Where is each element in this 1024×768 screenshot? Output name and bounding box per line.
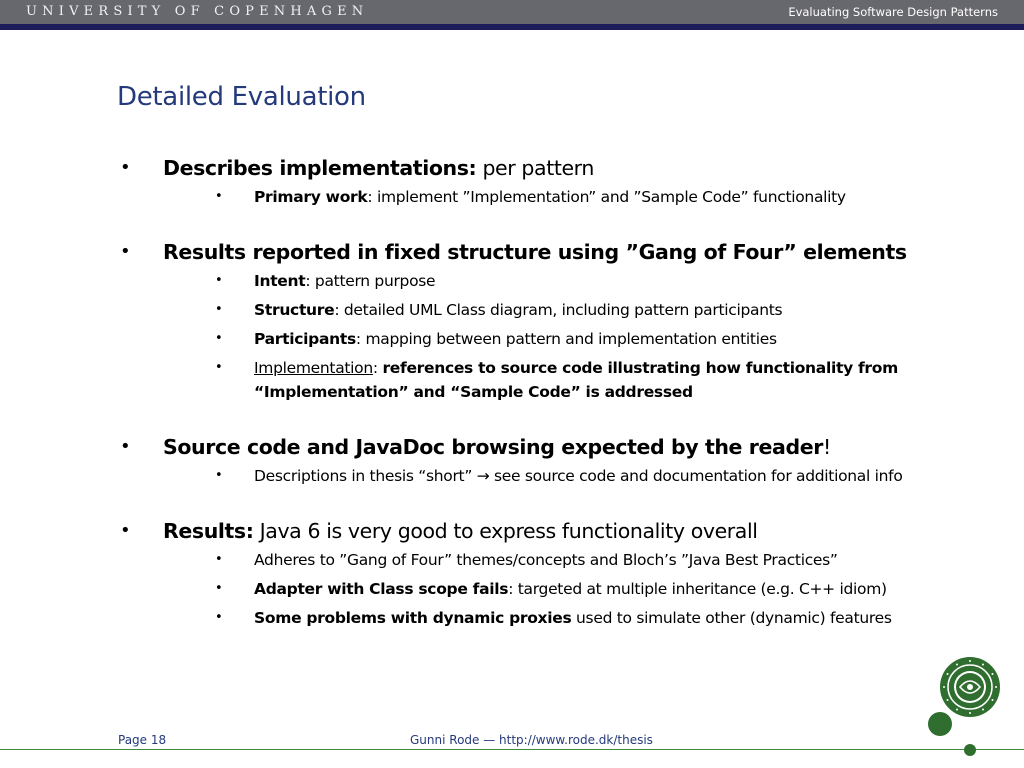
sub-list: [163, 548, 1017, 630]
bullet-item: [117, 432, 1017, 488]
sub-bullet-bold-text: Adapter with Class scope fails: [254, 580, 509, 598]
sub-bullet-text: : implement ”Implementation” and ”Sample Code” functionality: [367, 188, 846, 206]
sub-list: [163, 464, 1017, 488]
sub-bullet-item: [163, 464, 1017, 488]
bullet-bold-text: Describes implementations:: [163, 156, 477, 180]
bullet-group: [117, 237, 1017, 404]
bullet-text: per pattern: [476, 156, 594, 180]
sub-bullet-text: : detailed UML Class diagram, including pattern participants: [334, 301, 783, 319]
sub-bullet-wrap: [254, 356, 994, 404]
bullet-text: Java 6 is very good to express functionality overall: [253, 519, 758, 543]
sub-bullet-text: Adheres to ”Gang of Four” themes/concepts and Bloch’s ”Java Best Practices”: [254, 551, 838, 569]
sub-list: [163, 269, 1017, 404]
sub-bullet-dot: •: [215, 360, 223, 375]
sub-bullet-bold-text: Primary work: [254, 188, 368, 206]
sub-bullet-bold-text: Some problems with dynamic proxies: [254, 609, 572, 627]
bullet-group: [117, 432, 1017, 488]
slide-title: Detailed Evaluation: [117, 82, 366, 112]
sub-bullet-bold-text: references to source code illustrating how functionality from “Implementation” and “Sample Code” is addressed: [254, 359, 898, 401]
sub-bullet-item: [163, 577, 1017, 601]
sub-bullet-item: [163, 327, 1017, 351]
sub-bullet-dot: •: [215, 273, 223, 288]
deck-title: Evaluating Software Design Patterns: [788, 5, 998, 19]
sub-bullet-item: [163, 356, 1017, 404]
sub-bullet-item: [163, 298, 1017, 322]
bullet-bold-text: Source code and JavaDoc browsing expected by the reader: [163, 435, 823, 459]
bullet-item: [117, 153, 1017, 209]
footer-rule: [0, 749, 1024, 750]
decorative-dot-large: [928, 712, 952, 736]
slide-body: [117, 153, 1017, 658]
sub-bullet-item: [163, 269, 1017, 293]
sub-bullet-dot: •: [215, 552, 223, 567]
sub-bullet-bold-text: Intent: [254, 272, 306, 290]
bullet-dot: •: [120, 157, 131, 178]
page-number: Page 18: [118, 733, 167, 747]
header-rule: [0, 24, 1024, 30]
sub-bullet-text: used to simulate other (dynamic) features: [571, 609, 892, 627]
bullet-dot: •: [120, 520, 131, 541]
sub-bullet-dot: •: [215, 610, 223, 625]
sub-list: [163, 185, 1017, 209]
sub-bullet-dot: •: [215, 189, 223, 204]
decorative-dot-small: [964, 744, 976, 756]
bullet-group: [117, 516, 1017, 630]
bullet-dot: •: [120, 241, 131, 262]
university-seal-icon: [938, 655, 1002, 719]
sub-bullet-dot: •: [215, 468, 223, 483]
sub-bullet-separator: :: [372, 359, 383, 377]
sub-bullet-item: [163, 606, 1017, 630]
bullet-item: [117, 516, 1017, 630]
sub-bullet-text: Descriptions in thesis “short” → see source code and documentation for additional info: [254, 467, 903, 485]
bullet-bold-text: Results:: [163, 519, 254, 543]
sub-bullet-bold-text: Participants: [254, 330, 356, 348]
sub-bullet-dot: •: [215, 302, 223, 317]
sub-bullet-item: [163, 548, 1017, 572]
sub-bullet-dot: •: [215, 331, 223, 346]
bullet-group: [117, 153, 1017, 209]
bullet-dot: •: [120, 436, 131, 457]
university-name: UNIVERSITY OF COPENHAGEN: [26, 4, 369, 19]
bullet-bold-text: Results reported in fixed structure using ”Gang of Four” elements: [163, 240, 907, 264]
bullet-text: !: [822, 435, 831, 459]
sub-bullet-bold-text: Structure: [254, 301, 335, 319]
sub-bullet-item: [163, 185, 1017, 209]
header-bar: [0, 0, 1024, 24]
sub-bullet-dot: •: [215, 581, 223, 596]
bullet-item: [117, 237, 1017, 404]
sub-bullet-underlined-text: Implementation: [254, 359, 373, 377]
sub-bullet-text: : mapping between pattern and implementation entities: [355, 330, 777, 348]
sub-bullet-text: : targeted at multiple inheritance (e.g. C++ idiom): [508, 580, 887, 598]
footer-author: Gunni Rode — http://www.rode.dk/thesis: [410, 733, 653, 747]
sub-bullet-text: : pattern purpose: [305, 272, 436, 290]
